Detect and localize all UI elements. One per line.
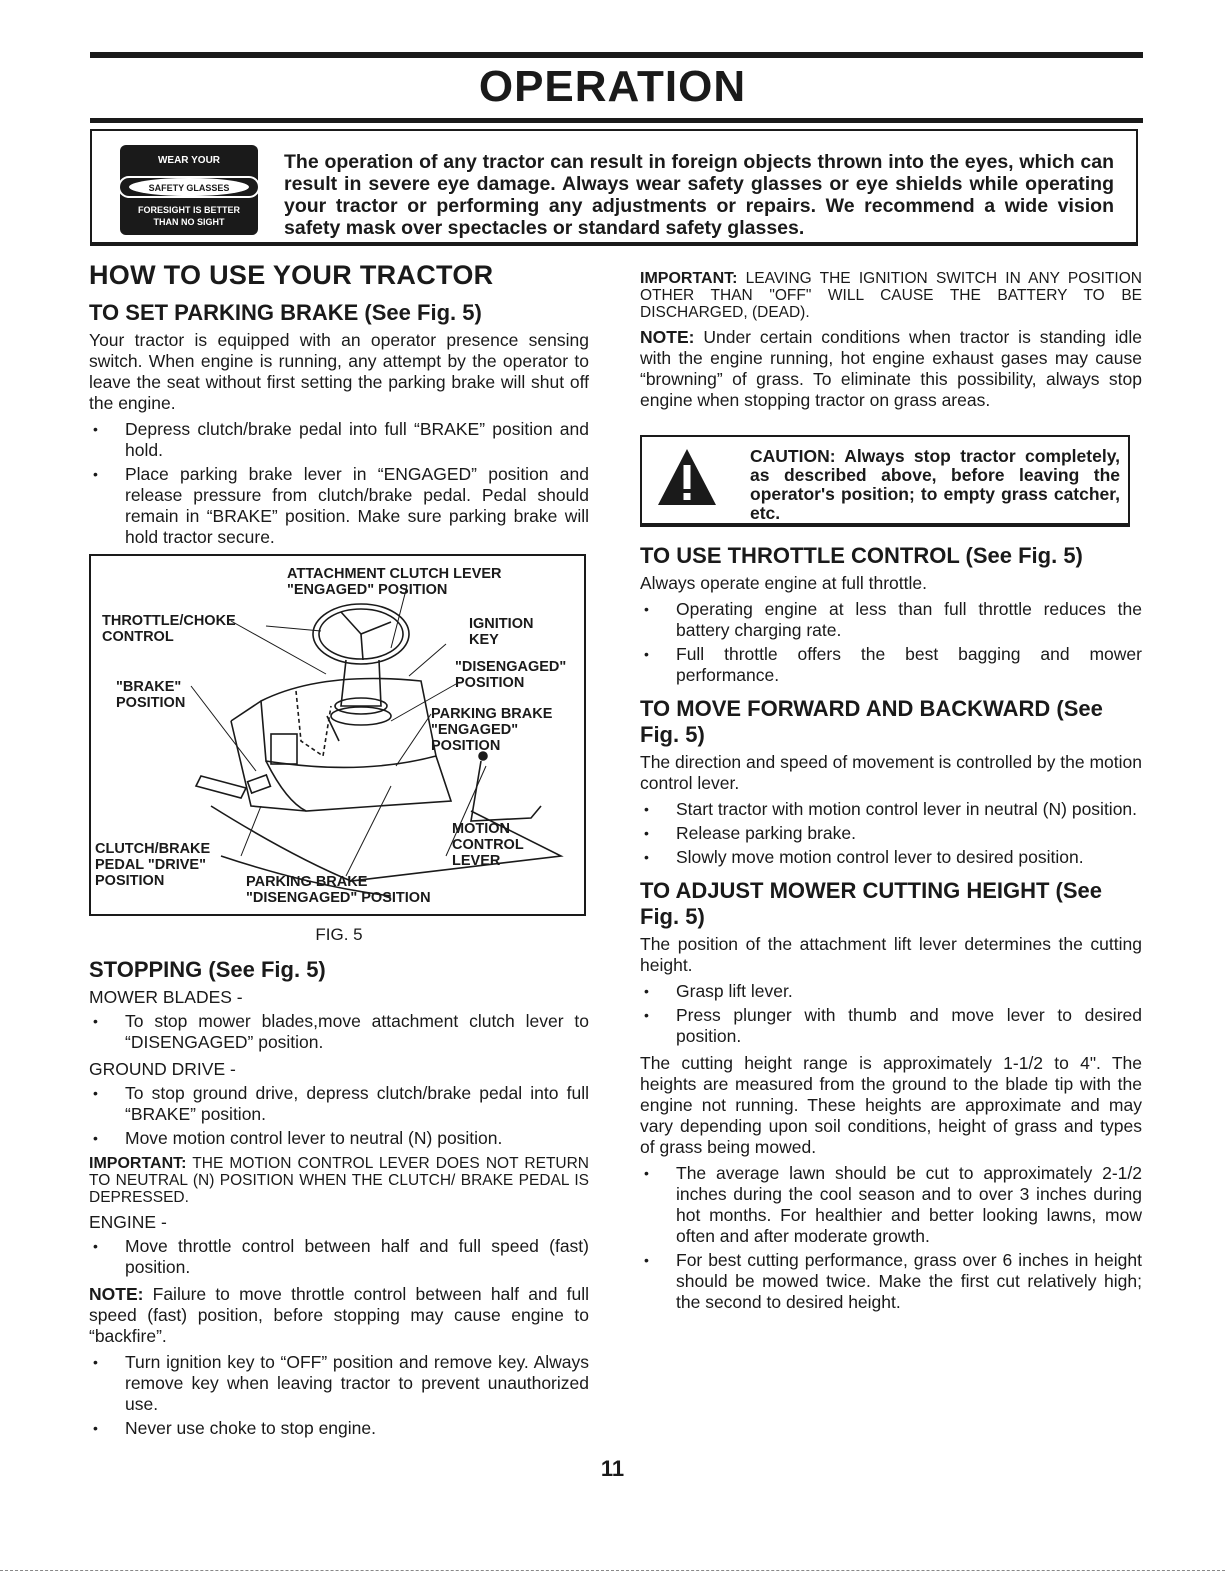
page-title: OPERATION [478, 62, 747, 111]
bottom-dashed-rule [0, 1570, 1225, 1571]
page-number: 11 [600, 1456, 625, 1481]
list-item: • Move throttle control between half and full speed (fast) position. [89, 1236, 589, 1278]
ground-drive-label: GROUND DRIVE - [89, 1059, 236, 1079]
safety-glasses-icon [120, 145, 258, 235]
figure-caption: FIG. 5 [315, 925, 363, 944]
throttle-intro: Always operate engine at full throttle. [640, 573, 927, 593]
list-item: • Place parking brake lever in “ENGAGED” position and release pressure from clutch/brake pedal. Pedal should remain in “BRAKE” position. Make sure parking brake will hold tractor secure. [89, 464, 589, 548]
move-intro: The direction and speed of movement is controlled by the motion control lever. [640, 752, 1142, 793]
ground-bullets [89, 1083, 589, 1149]
label-ignition-key: IGNITION KEY [469, 616, 534, 648]
list-item: • To stop mower blades,move attachment clutch lever to “DISENGAGED” position. [89, 1011, 589, 1053]
warning-triangle-icon [656, 447, 718, 507]
left-column [89, 260, 589, 1445]
right-column [640, 270, 1142, 1319]
heading-cutting-height: TO ADJUST MOWER CUTTING HEIGHT (See Fig. 5) [640, 878, 1103, 929]
parking-intro: Your tractor is equipped with an operator presence sensing switch. When engine is running, any attempt by the operator to leave the seat without first setting the parking brake will shut off the engine. [89, 330, 589, 413]
list-item: • Depress clutch/brake pedal into full “BRAKE” position and hold. [89, 419, 589, 461]
label-clutch-brake-pedal: CLUTCH/BRAKE PEDAL "DRIVE" POSITION [95, 841, 211, 889]
label-motion-control-lever: MOTION CONTROL LEVER [452, 821, 524, 869]
final-bullets [89, 1352, 589, 1439]
height-intro: The position of the attachment lift lever determines the cutting height. [640, 934, 1142, 975]
list-item: • To stop ground drive, depress clutch/brake pedal into full “BRAKE” position. [89, 1083, 589, 1125]
throttle-bullets [640, 599, 1142, 686]
height-range-text: The cutting height range is approximately 1-1/2 to 4". The heights are measured from the ground to the blade tip with the engine not running. These heights are approximate and may vary depending upon soil conditions, height of grass and types of grass being mowed. [640, 1053, 1142, 1157]
mower-blades-label: MOWER BLADES - [89, 987, 243, 1007]
engine-bullets [89, 1236, 589, 1278]
note-browning: NOTE: Under certain conditions when tractor is standing idle with the engine running, hot engine exhaust gases may cause “browning” of grass. To eliminate this possibility, always stop engine when stopping tractor on grass areas. [640, 327, 1142, 410]
title-rule [90, 118, 1143, 123]
section-title-how-to-use: HOW TO USE YOUR TRACTOR [89, 260, 494, 290]
figure-5-diagram [89, 554, 586, 916]
caution-box [640, 435, 1130, 527]
label-attachment-clutch: ATTACHMENT CLUTCH LEVER "ENGAGED" POSITION [287, 566, 502, 598]
height-tips [640, 1163, 1142, 1313]
safety-warning-box [90, 129, 1138, 246]
list-item: • Never use choke to stop engine. [89, 1418, 589, 1439]
badge-line1: WEAR YOUR [157, 155, 221, 166]
safety-warning-text: The operation of any tractor can result in foreign objects thrown into the eyes, which can result in severe eye damage. Always wear safety glasses or eye shields while operating your tractor or performing any adjustments or repairs. We recommend a wide vision safety mask over spectacles or standard safety glasses. [284, 151, 1114, 239]
label-parking-brake-disengaged: PARKING BRAKE "DISENGAGED" POSITION [246, 874, 431, 906]
caution-text: CAUTION: Always stop tractor completely, as described above, before leaving the operator's position; to empty grass catcher, etc. [750, 446, 1120, 523]
list-item: • For best cutting performance, grass over 6 inches in height should be mowed twice. Make the first cut relatively high; the second to desired height. [640, 1250, 1142, 1313]
blades-bullets [89, 1011, 589, 1053]
badge-line4: THAN NO SIGHT [153, 217, 225, 227]
note-backfire: NOTE: Failure to move throttle control between half and full speed (fast) position, before stopping may cause engine to “backfire”. [89, 1284, 589, 1346]
label-disengaged-position: "DISENGAGED" POSITION [455, 659, 567, 691]
important-note-motion: IMPORTANT: THE MOTION CONTROL LEVER DOES NOT RETURN TO NEUTRAL (N) POSITION WHEN THE CLUTCH/ BRAKE PEDAL IS DEPRESSED. [89, 1155, 589, 1206]
list-item: • Release parking brake. [640, 823, 1142, 844]
list-item: • Move motion control lever to neutral (N) position. [89, 1128, 589, 1149]
heading-move: TO MOVE FORWARD AND BACKWARD (See Fig. 5) [640, 696, 1103, 747]
important-note-ignition: IMPORTANT: LEAVING THE IGNITION SWITCH IN ANY POSITION OTHER THAN "OFF" WILL CAUSE THE BATTERY TO BE DISCHARGED, (DEAD). [640, 270, 1142, 321]
badge-line3: FORESIGHT IS BETTER [137, 205, 241, 215]
top-rule [90, 52, 1143, 58]
move-bullets [640, 799, 1142, 868]
label-brake-position: "BRAKE" POSITION [116, 679, 186, 711]
heading-stopping: STOPPING (See Fig. 5) [89, 957, 326, 982]
list-item: • Start tractor with motion control lever in neutral (N) position. [640, 799, 1142, 820]
heading-parking-brake: TO SET PARKING BRAKE (See Fig. 5) [89, 300, 482, 325]
height-bullets [640, 981, 1142, 1047]
engine-label: ENGINE - [89, 1212, 167, 1232]
list-item: • Press plunger with thumb and move lever to desired position. [640, 1005, 1142, 1047]
list-item: • Slowly move motion control lever to desired position. [640, 847, 1142, 868]
heading-throttle: TO USE THROTTLE CONTROL (See Fig. 5) [640, 543, 1083, 568]
label-parking-brake-engaged: PARKING BRAKE "ENGAGED" POSITION [431, 706, 553, 754]
list-item: • Grasp lift lever. [640, 981, 1142, 1002]
parking-bullets [89, 419, 589, 548]
badge-line2: SAFETY GLASSES [148, 183, 230, 193]
list-item: • Operating engine at less than full throttle reduces the battery charging rate. [640, 599, 1142, 641]
label-throttle-choke: THROTTLE/CHOKE CONTROL [102, 613, 236, 645]
list-item: • Turn ignition key to “OFF” position and remove key. Always remove key when leaving tractor to prevent unauthorized use. [89, 1352, 589, 1415]
list-item: • Full throttle offers the best bagging and mower performance. [640, 644, 1142, 686]
list-item: • The average lawn should be cut to approximately 2-1/2 inches during the cool season and to over 3 inches during hot months. For healthier and better looking lawns, mow often and after moderate growth. [640, 1163, 1142, 1247]
